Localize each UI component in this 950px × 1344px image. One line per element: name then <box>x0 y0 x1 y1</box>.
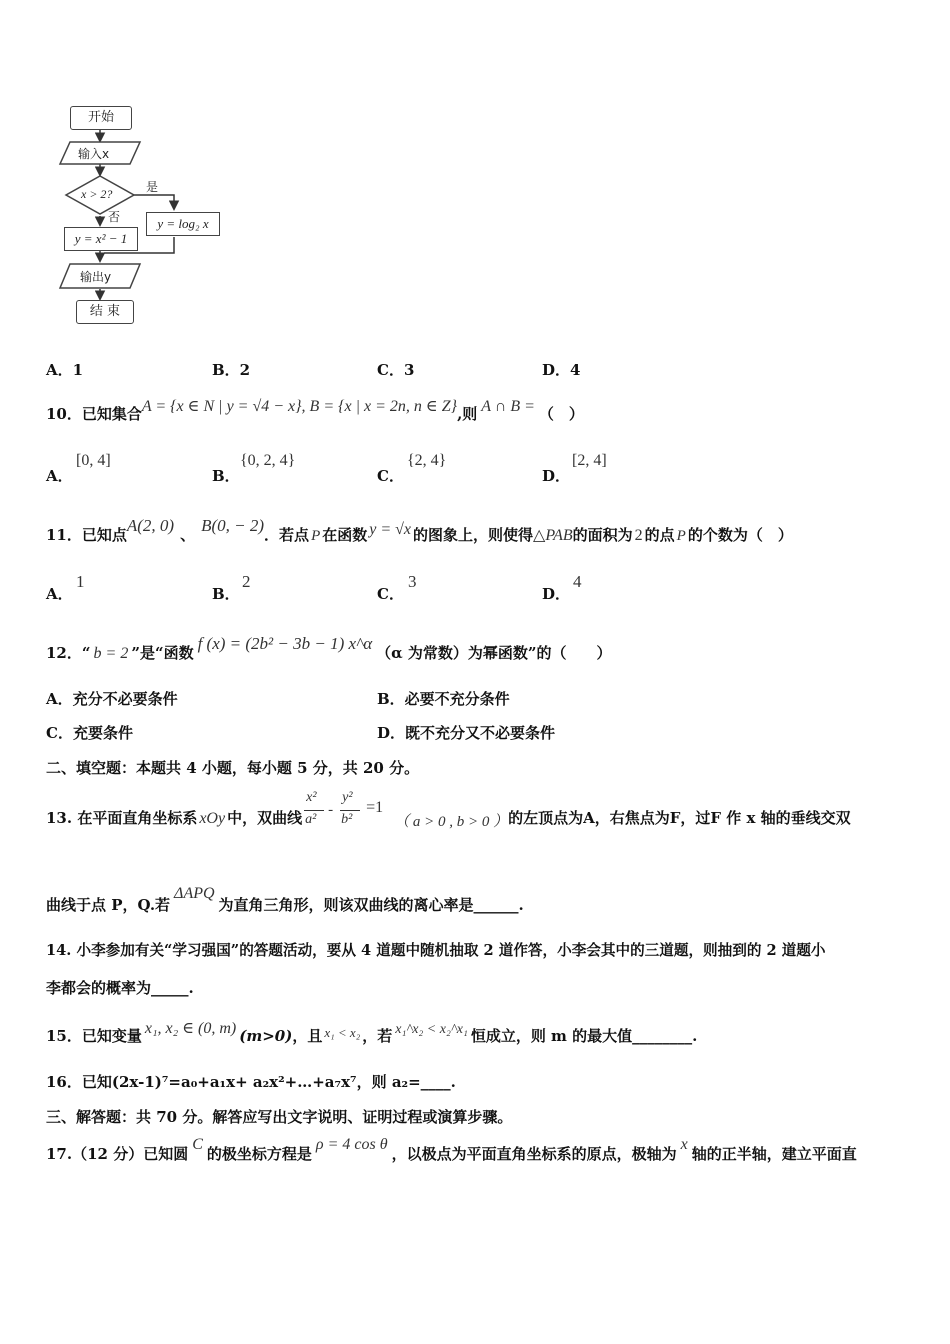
q10-option-a: [0, 4] <box>76 452 111 469</box>
q17-stem <box>46 1136 857 1165</box>
q15-stem <box>46 1020 698 1048</box>
q17-prefix: 17.（12 分）已知圆 <box>46 1145 189 1163</box>
q13-line2b: 为直角三角形，则该双曲线的离心率是______. <box>218 896 524 914</box>
q12-option-c: C．充要条件 <box>46 724 133 742</box>
q15-ineq2: x₁^x₂ < x₂^x₁ <box>395 1022 468 1037</box>
q10-formula: A = {x ∈ N | y = √4 − x}, B = {x | x = 2n, n ∈ Z} <box>141 398 458 415</box>
q13-condition: （ a > 0 , b > 0 ） <box>394 814 509 830</box>
q15-text2: ，若 <box>362 1027 393 1045</box>
q11-option-d-label: D． <box>542 585 571 603</box>
q13-equals: =1 <box>366 799 384 816</box>
q10-option-c-label: C． <box>377 467 404 485</box>
q11-option-a-label: A． <box>46 585 73 603</box>
q12-mid: ”是“函数 <box>131 644 194 662</box>
q13-prefix: 13. 在平面直角坐标系 <box>46 809 198 827</box>
q15-text1: ，且 <box>292 1027 323 1045</box>
q12-option-a: A．充分不必要条件 <box>46 690 178 708</box>
q11-triangle: △PAB <box>533 527 573 544</box>
q16: 16．已知(2x-1)⁷=a₀+a₁x+ a₂x²+…+a₇x⁷，则 a₂=____. <box>46 1073 456 1091</box>
q10-stem <box>46 398 584 425</box>
q12-prefix: 12．“ <box>46 644 91 662</box>
q11-option-b-label: B． <box>212 585 240 603</box>
q13-line2a: 曲线于点 P，Q.若 <box>46 896 171 914</box>
q13-frac1-num: x² <box>306 790 317 805</box>
q15-vars: x₁, x₂ ∈ (0, m) <box>144 1020 237 1037</box>
flowchart <box>56 100 236 340</box>
q9-option-d: D．4 <box>542 361 581 379</box>
q10-prefix: 10．已知集合 <box>46 405 142 423</box>
q17-text3: 轴的正半轴，建立平面直 <box>691 1145 857 1163</box>
flowchart-end: 结 束 <box>76 300 134 324</box>
q14-line2: 李都会的概率为_____. <box>46 979 194 997</box>
q10-option-b: {0, 2, 4} <box>240 452 296 469</box>
q11-text6: 的个数为（ ） <box>687 526 793 544</box>
q15-m-condition: (m>0) <box>239 1027 293 1045</box>
q14-line1: 14. 小李参加有关“学习强国”的答题活动，要从 4 道题中随机抽取 2 道作答，小李会其中的三道题，则抽到的 2 道题小 <box>46 942 826 959</box>
q11-text3: 的图象上，则使得 <box>413 526 534 544</box>
q11-stem <box>46 516 793 546</box>
q15-text3: 恒成立，则 m 的最大值________. <box>470 1027 698 1045</box>
q12-stem <box>46 634 612 664</box>
q11-p2: P <box>676 528 686 544</box>
flowchart-yes-label: 是 <box>146 180 159 194</box>
q13-text1: 中，双曲线 <box>227 809 303 827</box>
section-3-heading: 三、解答题：共 70 分。解答应写出文字说明、证明过程或演算步骤。 <box>46 1108 513 1126</box>
q10-paren: （ ） <box>538 405 584 423</box>
q10-option-a-label: A． <box>46 467 73 485</box>
q15-ineq1: x₁ < x₂ <box>324 1025 361 1040</box>
q9-option-c: C．3 <box>377 361 415 379</box>
q11-two: 2 <box>634 527 643 544</box>
flowchart-input: 输入x <box>78 147 110 161</box>
q10-suffix: ,则 <box>457 405 478 423</box>
q13-stem-line1 <box>46 790 851 830</box>
q12-option-b: B．必要不充分条件 <box>377 690 510 708</box>
flowchart-output: 输出y <box>80 270 112 284</box>
q9-option-a: A．1 <box>46 361 84 379</box>
q11-func: y = √x <box>369 521 412 538</box>
q17-formula: ρ = 4 cos θ <box>315 1136 388 1153</box>
q17-text1: 的极坐标方程是 <box>206 1145 312 1163</box>
q13-triangle: ΔAPQ <box>174 885 215 902</box>
q11-sep: 、 <box>180 526 196 544</box>
q17-x: x <box>680 1136 688 1153</box>
q13-xoy: xOy <box>199 810 226 827</box>
q11-text1: ．若点 <box>264 526 310 544</box>
flowchart-branch-no: y = x² − 1 <box>64 227 138 251</box>
q11-option-b: 2 <box>242 572 251 591</box>
q11-point-a: A(2, 0) <box>126 516 175 535</box>
flowchart-branch-yes: y = log₂ x <box>146 212 220 236</box>
q10-option-b-label: B． <box>212 467 240 485</box>
q17-circle-c: C <box>192 1136 203 1153</box>
q11-point-b: B(0, − 2) <box>201 516 265 535</box>
q13-frac2-num: y² <box>342 790 353 805</box>
q11-option-d: 4 <box>573 572 582 591</box>
q12-condition: b = 2 <box>93 645 129 662</box>
q12-option-d: D．既不充分又不必要条件 <box>377 724 556 742</box>
q11-text2: 在函数 <box>322 526 368 544</box>
q10-option-d: [2, 4] <box>572 452 607 469</box>
q11-option-c: 3 <box>408 572 417 591</box>
q12-alpha: （α 为常数）为幂函数”的（ ） <box>376 644 612 662</box>
q11-prefix: 11．已知点 <box>46 526 127 544</box>
q17-text2: ，以极点为平面直角坐标系的原点，极轴为 <box>391 1145 677 1163</box>
q10-option-d-label: D． <box>542 467 571 485</box>
q11-p: P <box>311 528 321 544</box>
flowchart-condition: x > 2? <box>81 187 113 201</box>
q13-stem-line2 <box>46 885 524 916</box>
q12-func: f (x) = (2b² − 3b − 1) x^α <box>197 634 373 653</box>
q9-option-b: B．2 <box>212 361 251 379</box>
flowchart-start: 开始 <box>70 106 132 130</box>
q10-option-c: {2, 4} <box>407 452 447 469</box>
section-2-heading: 二、填空题：本题共 4 小题，每小题 5 分，共 20 分。 <box>46 759 420 777</box>
q15-prefix: 15．已知变量 <box>46 1027 142 1045</box>
q11-text4: 的面积为 <box>572 526 633 544</box>
q13-frac2-den: b² <box>341 812 353 827</box>
q13-text2: 的左顶点为A，右焦点为F，过F 作 x 轴的垂线交双 <box>508 809 851 827</box>
q11-text5: 的点 <box>644 526 675 544</box>
q13-frac1-den: a² <box>305 812 317 827</box>
flowchart-no-label: 否 <box>108 210 121 224</box>
q11-option-c-label: C． <box>377 585 404 603</box>
q10-formula2: A ∩ B = <box>481 398 535 415</box>
q11-option-a: 1 <box>76 572 85 591</box>
q13-minus: - <box>328 802 334 818</box>
q13-hyperbola <box>302 790 394 828</box>
